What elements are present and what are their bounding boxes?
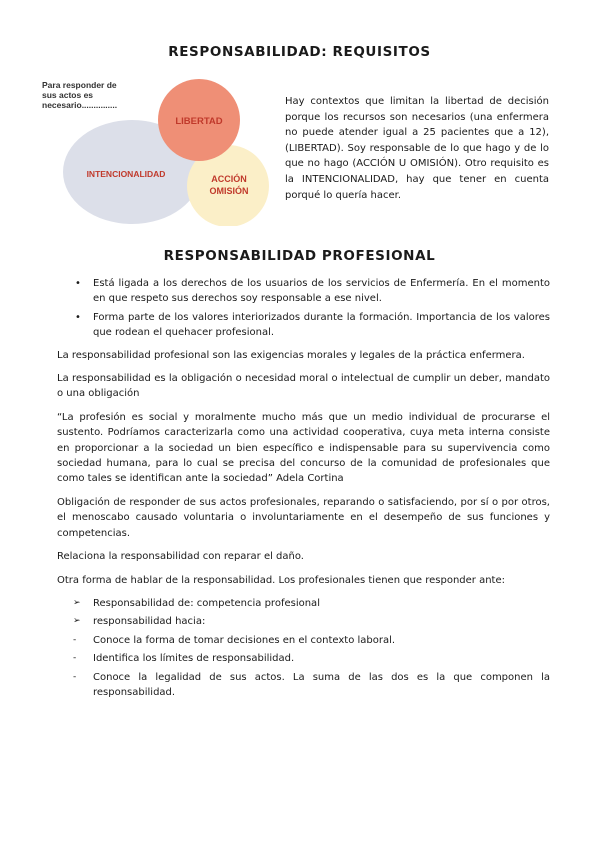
section-title-profesional: RESPONSABILIDAD PROFESIONAL	[163, 248, 436, 264]
section-title-requisitos: RESPONSABILIDAD: REQUISITOS	[168, 44, 431, 60]
bullet-text: Está ligada a los derechos de los usuarios de los servicios de Enfermería. En el momento en que respeto sus derechos soy responsable a ese nivel.	[93, 278, 550, 305]
diagram-caption-line3: necesario...............	[42, 100, 118, 110]
list-item	[57, 633, 550, 648]
list-item	[57, 596, 550, 611]
bullet-marker: •	[75, 311, 81, 323]
accion-label: ACCIÓN	[211, 174, 247, 184]
paragraph: Otra forma de hablar de la responsabilidad. Los profesionales tienen que responder ante:	[57, 574, 505, 586]
list-item-text: responsabilidad hacia:	[93, 616, 206, 628]
quote-paragraph: “La profesión es social y moralmente mucho más que un medio individual de procurarse el sustento. Podríamos caracterizarla como una actividad cooperativa, cuya meta interna consiste en proporcionar a la sociedad un bien específico e indispensable para su supervivencia como sociedad humana, para lo cual se precisa del concurso de la comunidad de profesionales que como tales se identifican ante la sociedad” Adela Cortina	[57, 411, 550, 485]
bullet-marker: •	[75, 278, 81, 289]
list-marker: -	[73, 634, 77, 645]
list-marker: -	[73, 653, 77, 664]
paragraph: La responsabilidad profesional son las exigencias morales y legales de la práctica enfermera.	[57, 349, 525, 361]
list-item	[57, 651, 550, 666]
list-marker: ➢	[73, 616, 81, 627]
list-item-text: Conoce la forma de tomar decisiones en el contexto laboral.	[93, 634, 396, 646]
paragraph: La responsabilidad es la obligación o necesidad moral o intelectual de cumplir un deber, mandato o una obligación	[57, 373, 550, 400]
document-body	[57, 276, 550, 703]
bullet-item	[57, 310, 550, 341]
list-item-text: Responsabilidad de: competencia profesional	[93, 597, 320, 609]
diagram-caption-line2: sus actos es	[42, 90, 94, 100]
diagram-caption-line1: Para responder de	[42, 80, 117, 90]
omision-label: OMISIÓN	[209, 186, 249, 196]
list-item	[57, 670, 550, 701]
list-item	[57, 614, 550, 629]
libertad-label: LIBERTAD	[175, 116, 223, 127]
bullet-text: Forma parte de los valores interiorizados durante la formación. Importancia de los valores que rodean el quehacer profesional.	[93, 311, 550, 339]
requisitos-venn-diagram	[38, 76, 278, 226]
list-marker: ➢	[73, 597, 81, 608]
paragraph: Relaciona la responsabilidad con reparar el daño.	[57, 551, 304, 563]
bullet-item	[57, 276, 550, 307]
list-marker: -	[73, 671, 77, 682]
requisitos-intro-text: Hay contextos que limitan la libertad de decisión porque los recursos son necesarios (una enfermera no puede atender igual a 25 pacientes que a 12), (LIBERTAD). Soy responsable de lo que hago y de lo que no hago (ACCIÓN U OMISIÓN). Otro requisito es la INTENCIONALIDAD, hay que tener en cuenta porqué lo quería hacer.	[285, 96, 549, 201]
list-item-text: Conoce la legalidad de sus actos. La suma de las dos es la que componen la responsabilidad.	[93, 671, 550, 698]
intencionalidad-label: INTENCIONALIDAD	[86, 169, 166, 179]
paragraph: Obligación de responder de sus actos profesionales, reparando o satisfaciendo, por sí o por otros, el menoscabo causado voluntaria o involuntariamente en el desempeño de sus funciones y competencias.	[57, 496, 550, 539]
bullet-list	[57, 276, 550, 341]
list-item-text: Identifica los límites de responsabilidad.	[93, 653, 295, 665]
responsibility-list	[57, 596, 550, 700]
